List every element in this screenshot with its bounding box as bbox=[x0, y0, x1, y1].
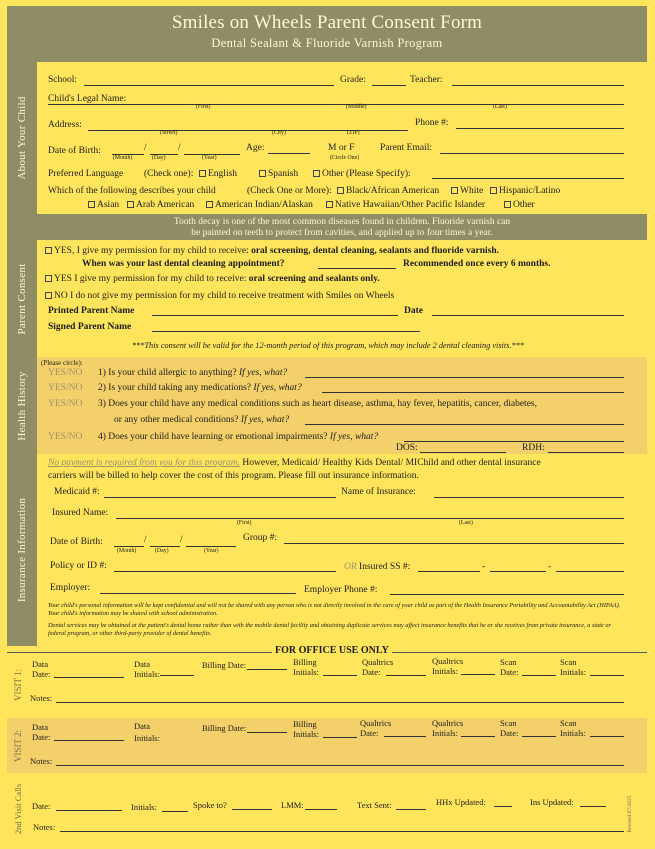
dob-label: Date of Birth: bbox=[48, 146, 101, 156]
rdh-label: RDH: bbox=[522, 443, 545, 453]
privacy-notice: Your child's personal information will be kept confidential and will not be shared with any person who is not directly involved in the care of your child as part of the Health Insurance Portability and Accountability Act (HIPAA). Your child's information may be shared with school administration. bbox=[48, 602, 621, 617]
race-white-option[interactable]: White bbox=[451, 186, 483, 196]
checkbox-icon bbox=[326, 201, 333, 208]
v2-billing-initials-label: Billing Initials: bbox=[293, 719, 319, 739]
visit2-label-column bbox=[7, 718, 29, 773]
visit1-label: VISIT 1: bbox=[13, 668, 23, 702]
dental-home-notice: Dental services may be obtained at the patient's dental home rather than with the mobile dental facility and obtaining duplicate services may affect insurance benefits that he or she receives from private insurance, a state or federal program, or other third-party provider of dental benefits. bbox=[48, 622, 611, 637]
checkbox-icon bbox=[259, 170, 266, 177]
last-cleaning-input[interactable] bbox=[318, 268, 396, 269]
ss-label: OR Insured SS #: bbox=[344, 562, 411, 572]
preferred-language-label: Preferred Language bbox=[48, 169, 124, 179]
checkbox-icon bbox=[206, 201, 213, 208]
employer-phone-label: Employer Phone #: bbox=[304, 585, 378, 595]
visit2-label: VISIT 2: bbox=[13, 729, 23, 762]
calls-notes-input[interactable] bbox=[60, 831, 624, 832]
insured-dob-label: Date of Birth: bbox=[50, 537, 103, 547]
school-input[interactable] bbox=[84, 85, 334, 86]
v2-scan-initials-input[interactable] bbox=[590, 736, 624, 737]
visit1-label-column bbox=[7, 654, 29, 716]
ins-updated-input[interactable] bbox=[580, 806, 606, 807]
sidebar-health: Health History bbox=[7, 357, 37, 454]
sidebar-band-spacer bbox=[7, 214, 37, 240]
race-native-option[interactable]: American Indian/Alaskan bbox=[206, 200, 313, 210]
v2-notes-label: Notes: bbox=[30, 756, 53, 766]
ss-part2-input[interactable] bbox=[490, 571, 546, 572]
v2-qualtrics-initials-label: Qualtrics Initials: bbox=[432, 718, 464, 738]
hhx-updated-label: HHx Updated: bbox=[436, 797, 486, 807]
lang-english-option[interactable]: English bbox=[199, 169, 237, 179]
lmm-label: LMM: bbox=[281, 800, 304, 810]
checkbox-icon bbox=[199, 170, 206, 177]
race-other-option[interactable]: Other bbox=[504, 200, 535, 210]
race-asian-option[interactable]: Asian bbox=[88, 200, 119, 210]
teacher-input[interactable] bbox=[452, 85, 624, 86]
recommended-note: Recommended once every 6 months. bbox=[403, 259, 551, 269]
checkbox-icon bbox=[127, 201, 134, 208]
checkbox-icon bbox=[313, 170, 320, 177]
checkbox-icon bbox=[45, 275, 52, 282]
q4-text: 4) Does your child have learning or emotional impairments? If yes, what? bbox=[98, 432, 379, 442]
v1-data-initials-label: Data Initials: bbox=[134, 659, 160, 679]
check-more-label: (Check One or More): bbox=[247, 186, 332, 196]
insurance-name-label: Name of Insurance: bbox=[341, 487, 416, 497]
insured-dob-year-input[interactable] bbox=[186, 546, 236, 547]
insured-dob-month-input[interactable] bbox=[114, 546, 144, 547]
teacher-label: Teacher: bbox=[410, 75, 443, 85]
consent-yes-full[interactable]: YES, I give my permission for my child to receive: oral screening, dental cleaning, sealants and fluoride varnish. bbox=[45, 246, 499, 256]
v2-data-date-label: Data Date: bbox=[32, 722, 51, 742]
grade-label: Grade: bbox=[340, 75, 366, 85]
q4-yes-no[interactable]: YES/NO bbox=[48, 432, 83, 442]
revision-stamp: Revised 07/2025 bbox=[627, 795, 633, 833]
q2-answer-input[interactable] bbox=[322, 392, 624, 393]
form-subtitle: Dental Sealant & Fluoride Varnish Program bbox=[211, 36, 443, 50]
q3-answer-input[interactable] bbox=[305, 424, 624, 425]
age-label: Age: bbox=[246, 143, 265, 153]
consent-no[interactable]: NO I do not give my permission for my child to receive treatment with Smiles on Wheels bbox=[45, 291, 394, 301]
parent-email-input[interactable] bbox=[440, 153, 624, 154]
medicaid-label: Medicaid #: bbox=[54, 487, 100, 497]
checkbox-icon bbox=[45, 292, 52, 299]
v1-data-initials-input[interactable] bbox=[160, 675, 194, 676]
insurance-billing-note: carriers will be billed to help cover the cost of this program. Please fill out insurance information. bbox=[48, 471, 419, 481]
calls-initials-input[interactable] bbox=[162, 811, 188, 812]
v1-notes-input[interactable] bbox=[56, 702, 624, 703]
checkbox-icon bbox=[490, 187, 497, 194]
v2-notes-input[interactable] bbox=[56, 765, 624, 766]
race-hawaiian-option[interactable]: Native Hawaiian/Other Pacific Islander bbox=[326, 200, 485, 210]
q1-yes-no[interactable]: YES/NO bbox=[48, 368, 83, 378]
v1-qualtrics-initials-input[interactable] bbox=[461, 674, 495, 675]
calls-label: 2nd Visit Calls bbox=[13, 783, 23, 835]
last-cleaning-label: When was your last dental cleaning appointment? bbox=[82, 259, 285, 269]
race-question: Which of the following describes your child bbox=[48, 186, 216, 196]
ins-updated-label: Ins Updated: bbox=[530, 797, 574, 807]
medicaid-input[interactable] bbox=[104, 497, 336, 498]
race-black-option[interactable]: Black/African American bbox=[337, 186, 439, 196]
sidebar-insurance: Insurance Information bbox=[7, 454, 37, 646]
calls-initials-label: Initials: bbox=[131, 802, 157, 812]
v1-qualtrics-date-label: Qualtrics Date: bbox=[362, 657, 394, 677]
lang-spanish-option[interactable]: Spanish bbox=[259, 169, 298, 179]
q3-text-cont: or any other medical conditions? If yes, what? bbox=[114, 415, 290, 425]
legal-name-label: Child's Legal Name: bbox=[48, 94, 127, 104]
v1-billing-date-label: Billing Date: bbox=[202, 660, 247, 670]
fluoride-info-band: Tooth decay is one of the most common diseases found in children. Fluoride varnish can be painted on teeth to protect from cavities, and applied up to four times a year. bbox=[37, 214, 647, 240]
rdh-input[interactable] bbox=[548, 452, 624, 453]
v1-scan-date-label: Scan Date: bbox=[500, 657, 519, 677]
v2-data-date-input[interactable] bbox=[54, 740, 124, 741]
address-input[interactable] bbox=[88, 130, 408, 131]
printed-name-input[interactable] bbox=[152, 315, 398, 316]
q2-text: 2) Is your child taking any medications? If yes, what? bbox=[98, 383, 302, 393]
calls-date-input[interactable] bbox=[56, 810, 122, 811]
office-use-heading: FOR OFFICE USE ONLY bbox=[272, 645, 392, 656]
check-one-label: (Check one): bbox=[144, 169, 194, 179]
parent-email-label: Parent Email: bbox=[380, 143, 432, 153]
consent-validity-note: ***This consent will be valid for the 12-month period of this program, which may include 2 dental cleaning visits.*** bbox=[132, 341, 524, 350]
v1-data-date-label: Data Date: bbox=[32, 659, 51, 679]
q1-answer-input[interactable] bbox=[305, 377, 624, 378]
insured-dob-day-input[interactable] bbox=[150, 546, 180, 547]
v2-billing-date-input[interactable] bbox=[247, 732, 287, 733]
dos-input[interactable] bbox=[420, 452, 506, 453]
checkbox-icon bbox=[451, 187, 458, 194]
checkbox-icon bbox=[45, 247, 52, 254]
v1-billing-initials-input[interactable] bbox=[323, 675, 357, 676]
calls-notes-label: Notes: bbox=[33, 822, 56, 832]
calls-label-column bbox=[7, 776, 29, 842]
dos-label: DOS: bbox=[396, 443, 418, 453]
consent-date-label: Date bbox=[404, 306, 423, 316]
checkbox-icon bbox=[504, 201, 511, 208]
sidebar-about: About Your Child bbox=[7, 62, 37, 214]
v2-billing-initials-input[interactable] bbox=[323, 737, 357, 738]
calls-date-label: Date: bbox=[32, 801, 51, 811]
policy-label: Policy or ID #: bbox=[50, 561, 107, 571]
checkbox-icon bbox=[337, 187, 344, 194]
signature-input[interactable] bbox=[152, 331, 420, 332]
v1-billing-date-input[interactable] bbox=[247, 669, 287, 670]
text-sent-input[interactable] bbox=[396, 809, 426, 810]
consent-yes-partial[interactable]: YES I give my permission for my child to receive: oral screening and sealants only. bbox=[45, 274, 380, 284]
school-label: School: bbox=[48, 75, 78, 85]
v1-notes-label: Notes: bbox=[30, 693, 53, 703]
sex-circle[interactable]: M or F bbox=[328, 143, 355, 153]
lang-other-option[interactable]: Other (Please Specify): bbox=[313, 169, 411, 179]
form-title: Smiles on Wheels Parent Consent Form bbox=[171, 12, 483, 33]
q3-yes-no[interactable]: YES/NO bbox=[48, 399, 83, 409]
group-label: Group #: bbox=[243, 533, 278, 543]
v1-billing-initials-label: Billing Initials: bbox=[293, 657, 319, 677]
v1-scan-initials-input[interactable] bbox=[590, 675, 624, 676]
ss-part3-input[interactable] bbox=[556, 571, 624, 572]
employer-input[interactable] bbox=[100, 593, 296, 594]
form-header bbox=[7, 6, 647, 62]
v1-scan-date-input[interactable] bbox=[522, 675, 556, 676]
lmm-input[interactable] bbox=[305, 809, 337, 810]
q2-yes-no[interactable]: YES/NO bbox=[48, 383, 83, 393]
insured-name-label: Insured Name: bbox=[52, 508, 109, 518]
signed-name-label: Signed Parent Name bbox=[48, 322, 132, 332]
insurance-name-input[interactable] bbox=[434, 497, 624, 498]
checkbox-icon bbox=[88, 201, 95, 208]
race-hispanic-option[interactable]: Hispanic/Latino bbox=[490, 186, 560, 196]
lang-other-input[interactable] bbox=[432, 178, 624, 179]
q1-text: 1) Is your child allergic to anything? If yes, what? bbox=[98, 368, 288, 378]
phone-label: Phone #: bbox=[415, 118, 449, 128]
v2-scan-initials-label: Scan Initials: bbox=[560, 718, 586, 738]
v2-data-initials-label: Data Initials: bbox=[134, 721, 160, 743]
consent-date-input[interactable] bbox=[432, 315, 624, 316]
sidebar-consent: Parent Consent bbox=[7, 240, 37, 357]
policy-input[interactable] bbox=[114, 571, 336, 572]
address-label: Address: bbox=[48, 120, 82, 130]
spoke-to-input[interactable] bbox=[232, 809, 272, 810]
q3-text: 3) Does your child have any medical conditions such as heart disease, asthma, hay fever, hepatitis, cancer, diabetes, bbox=[98, 399, 537, 409]
legal-name-input[interactable] bbox=[48, 104, 624, 105]
hhx-updated-input[interactable] bbox=[494, 806, 512, 807]
v1-qualtrics-initials-label: Qualtrics Initials: bbox=[432, 656, 464, 676]
insured-name-input[interactable] bbox=[116, 518, 624, 519]
age-input[interactable] bbox=[268, 153, 310, 154]
text-sent-label: Text Sent: bbox=[357, 800, 392, 810]
spoke-to-label: Spoke to? bbox=[193, 800, 227, 810]
v2-scan-date-label: Scan Date: bbox=[500, 718, 519, 738]
please-circle-label: (Please circle): bbox=[41, 359, 83, 367]
v2-qualtrics-date-input[interactable] bbox=[384, 736, 426, 737]
v1-scan-initials-label: Scan Initials: bbox=[560, 657, 586, 677]
v2-qualtrics-initials-input[interactable] bbox=[461, 736, 495, 737]
race-arab-option[interactable]: Arab American bbox=[127, 200, 194, 210]
v2-scan-date-input[interactable] bbox=[522, 736, 556, 737]
q4-answer-input[interactable] bbox=[404, 441, 624, 442]
no-payment-note: No payment is required from you for this program. However, Medicaid/ Healthy Kids Dental/ MIChild and other dental insurance bbox=[48, 458, 541, 468]
grade-input[interactable] bbox=[372, 85, 406, 86]
v1-qualtrics-date-input[interactable] bbox=[386, 675, 426, 676]
v2-billing-date-label: Billing Date: bbox=[202, 723, 247, 733]
v2-qualtrics-date-label: Qualtrics Date: bbox=[360, 718, 392, 738]
employer-label: Employer: bbox=[50, 583, 91, 593]
phone-input[interactable] bbox=[456, 128, 624, 129]
printed-name-label: Printed Parent Name bbox=[48, 306, 135, 316]
ss-part1-input[interactable] bbox=[418, 571, 480, 572]
group-input[interactable] bbox=[284, 543, 624, 544]
employer-phone-input[interactable] bbox=[390, 594, 624, 595]
v1-data-date-input[interactable] bbox=[54, 677, 124, 678]
